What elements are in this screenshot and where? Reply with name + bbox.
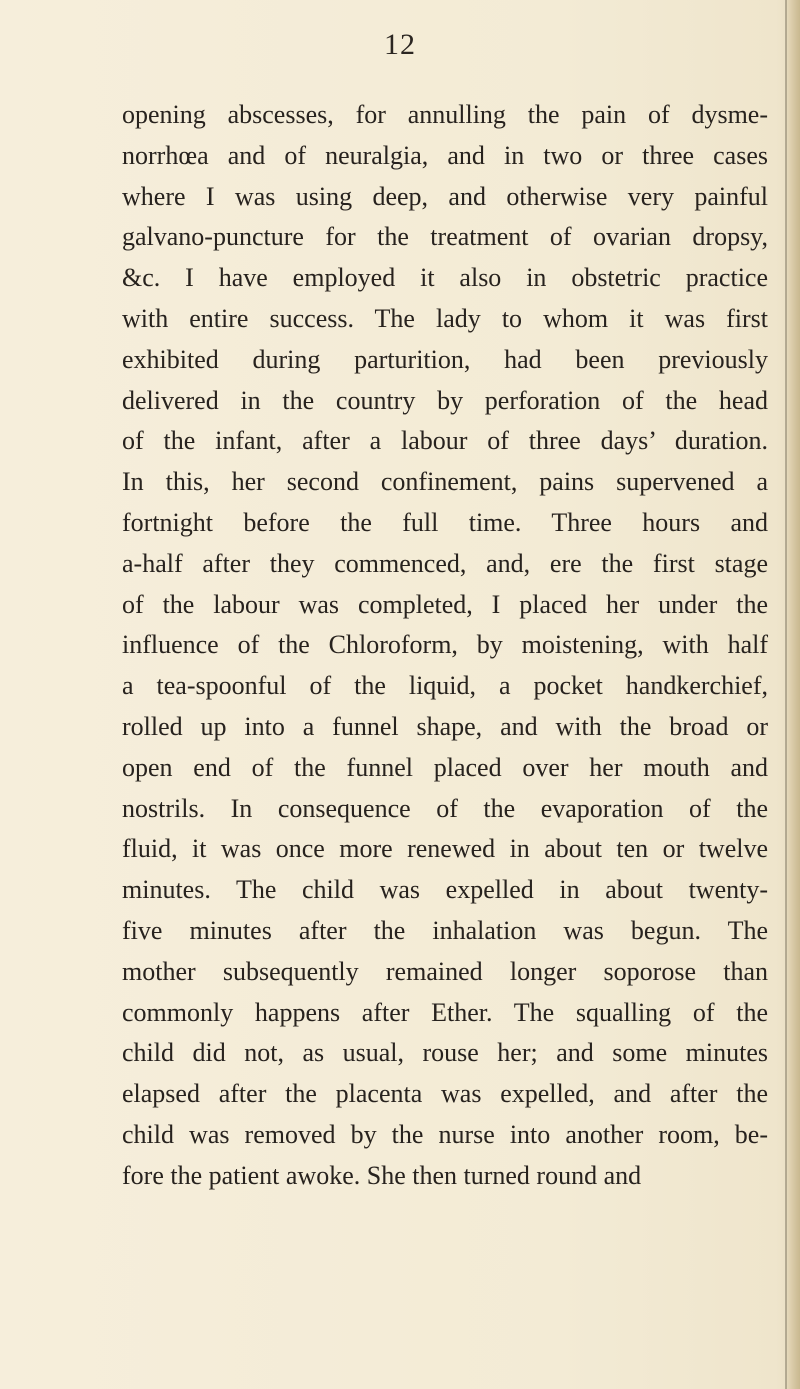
page-number: 12: [384, 28, 416, 61]
text-line: of the labour was completed, I placed her under the: [122, 589, 768, 619]
text-line: influence of the Chloroform, by moistening, with half: [122, 630, 768, 660]
text-line: delivered in the country by perforation of the head: [122, 385, 768, 415]
text-line: open end of the funnel placed over her mouth and: [122, 752, 768, 782]
text-line: nostrils. In consequence of the evaporation of the: [122, 793, 768, 823]
text-line: fore the patient awoke. She then turned round and: [122, 1160, 642, 1190]
body-text: [122, 95, 768, 1197]
text-line: &c. I have employed it also in obstetric practice: [122, 263, 768, 293]
text-line: a-half after they commenced, and, ere the first stage: [122, 548, 768, 578]
text-line: exhibited during parturition, had been previously: [122, 344, 768, 374]
binding-shadow: [785, 0, 787, 1389]
text-line: child did not, as usual, rouse her; and some minutes: [122, 1038, 768, 1068]
text-line: opening abscesses, for annulling the pain of dysme-: [122, 100, 768, 129]
text-line: galvano-puncture for the treatment of ovarian dropsy,: [122, 222, 768, 252]
text-line: with entire success. The lady to whom it was first: [122, 303, 768, 333]
text-line: rolled up into a funnel shape, and with the broad or: [122, 711, 768, 741]
page-edge: [786, 0, 800, 1389]
text-line: of the infant, after a labour of three days’ duration.: [122, 426, 768, 456]
text-line: five minutes after the inhalation was begun. The: [122, 915, 768, 945]
text-line: mother subsequently remained longer soporose than: [122, 956, 768, 986]
text-line: elapsed after the placenta was expelled, and after the: [122, 1079, 768, 1109]
text-line: In this, her second confinement, pains supervened a: [122, 467, 768, 497]
text-line: norrhœa and of neuralgia, and in two or three cases: [122, 140, 768, 170]
text-line: minutes. The child was expelled in about twenty-: [122, 875, 768, 905]
text-line: fluid, it was once more renewed in about ten or twelve: [122, 834, 768, 864]
text-line: where I was using deep, and otherwise very painful: [122, 181, 768, 211]
text-line: a tea-spoonful of the liquid, a pocket handkerchief,: [122, 671, 768, 701]
text-line: fortnight before the full time. Three hours and: [122, 507, 768, 537]
text-line: child was removed by the nurse into another room, be-: [122, 1119, 768, 1149]
text-line: commonly happens after Ether. The squalling of the: [122, 997, 768, 1027]
